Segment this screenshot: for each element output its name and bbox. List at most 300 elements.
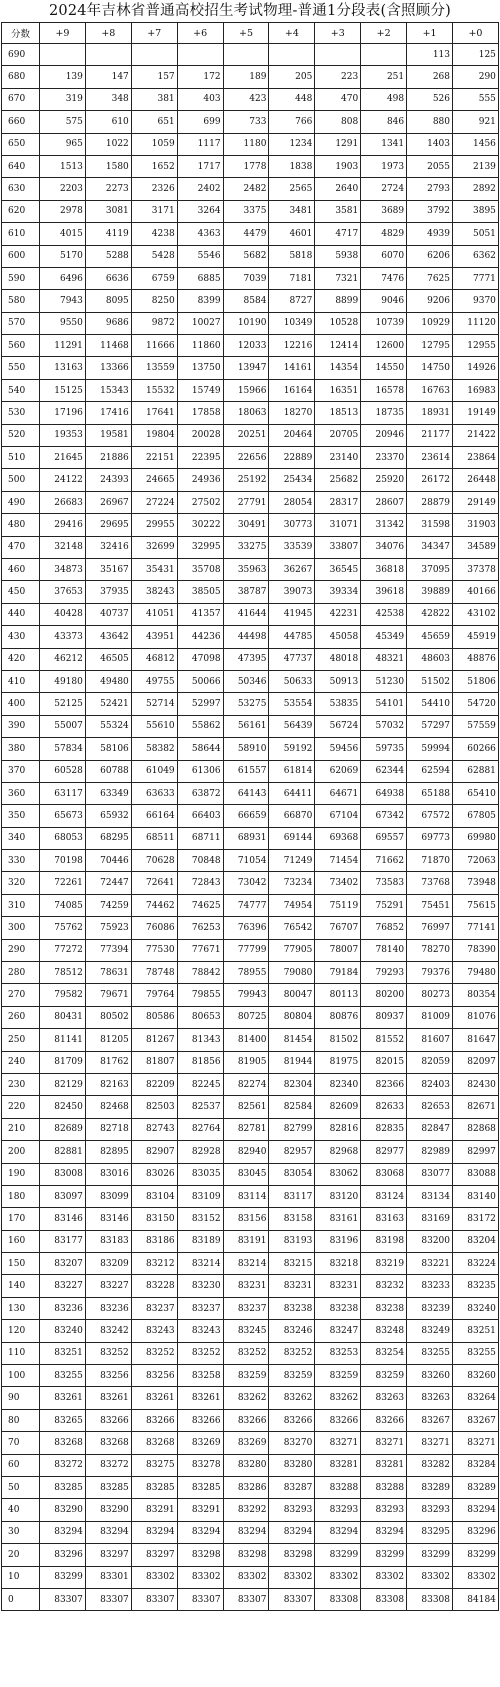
cumulative-count-cell: 83285 (85, 1477, 131, 1499)
cumulative-count-cell: 83261 (131, 1387, 177, 1409)
cumulative-count-cell: 12795 (407, 335, 453, 357)
cumulative-count-cell: 9046 (361, 290, 407, 312)
cumulative-count-cell: 83308 (407, 1588, 453, 1610)
cumulative-count-cell: 83246 (269, 1320, 315, 1342)
score-cell: 530 (2, 402, 40, 424)
score-cell: 680 (2, 66, 40, 88)
cumulative-count-cell: 11291 (40, 335, 86, 357)
cumulative-count-cell: 83288 (315, 1477, 361, 1499)
score-cell: 480 (2, 514, 40, 536)
cumulative-count-cell: 6496 (40, 267, 86, 289)
score-cell: 280 (2, 962, 40, 984)
cumulative-count-cell: 6206 (407, 245, 453, 267)
cumulative-count-cell: 48321 (361, 648, 407, 670)
cumulative-count-cell: 8584 (223, 290, 269, 312)
cumulative-count-cell: 9686 (85, 312, 131, 334)
table-row (2, 447, 499, 469)
cumulative-count-cell: 82764 (177, 1118, 223, 1140)
cumulative-count-cell: 78007 (315, 939, 361, 961)
cumulative-count-cell: 82835 (361, 1118, 407, 1140)
cumulative-count-cell: 83278 (177, 1454, 223, 1476)
table-row (2, 402, 499, 424)
cumulative-count-cell: 83289 (453, 1477, 499, 1499)
cumulative-count-cell: 1652 (131, 155, 177, 177)
cumulative-count-cell: 45919 (453, 626, 499, 648)
table-row (2, 1275, 499, 1297)
cumulative-count-cell: 18270 (269, 402, 315, 424)
cumulative-count-cell: 83252 (269, 1342, 315, 1364)
cumulative-count-cell: 82895 (85, 1141, 131, 1163)
cumulative-count-cell: 82689 (40, 1118, 86, 1140)
cumulative-count-cell: 43373 (40, 626, 86, 648)
cumulative-count-cell: 1456 (453, 133, 499, 155)
cumulative-count-cell: 82537 (177, 1096, 223, 1118)
cumulative-count-cell: 80273 (407, 984, 453, 1006)
cumulative-count-cell: 83302 (361, 1566, 407, 1588)
table-row (2, 648, 499, 670)
cumulative-count-cell: 35431 (131, 558, 177, 580)
cumulative-count-cell: 83254 (361, 1342, 407, 1364)
cumulative-count-cell: 1580 (85, 155, 131, 177)
cumulative-count-cell: 81400 (223, 1029, 269, 1051)
cumulative-count-cell: 82881 (40, 1141, 86, 1163)
cumulative-count-cell: 32995 (177, 536, 223, 558)
cumulative-count-cell: 22151 (131, 447, 177, 469)
cumulative-count-cell: 3081 (85, 200, 131, 222)
cumulative-count-cell: 42538 (361, 603, 407, 625)
cumulative-count-cell: 78842 (177, 962, 223, 984)
cumulative-count-cell: 19581 (85, 424, 131, 446)
cumulative-count-cell: 82015 (361, 1051, 407, 1073)
cumulative-count-cell: 51806 (453, 670, 499, 692)
cumulative-count-cell: 81647 (453, 1029, 499, 1051)
table-row (2, 1096, 499, 1118)
cumulative-count-cell: 82743 (131, 1118, 177, 1140)
cumulative-count-cell: 7476 (361, 267, 407, 289)
cumulative-count-cell: 83117 (269, 1185, 315, 1207)
cumulative-count-cell: 21422 (453, 424, 499, 446)
cumulative-count-cell: 47098 (177, 648, 223, 670)
cumulative-count-cell: 67104 (315, 805, 361, 827)
cumulative-count-cell: 77272 (40, 939, 86, 961)
cumulative-count-cell: 55862 (177, 715, 223, 737)
cumulative-count-cell: 82468 (85, 1096, 131, 1118)
cumulative-count-cell: 83146 (40, 1208, 86, 1230)
cumulative-count-cell: 83270 (269, 1432, 315, 1454)
cumulative-count-cell: 32699 (131, 536, 177, 558)
cumulative-count-cell: 15749 (177, 379, 223, 401)
cumulative-count-cell: 52421 (85, 693, 131, 715)
cumulative-count-cell: 83262 (223, 1387, 269, 1409)
cumulative-count-cell: 39618 (361, 581, 407, 603)
cumulative-count-cell: 81552 (361, 1029, 407, 1051)
cumulative-count-cell: 3792 (407, 200, 453, 222)
cumulative-count-cell: 80937 (361, 1006, 407, 1028)
table-row (2, 962, 499, 984)
cumulative-count-cell: 82989 (407, 1141, 453, 1163)
cumulative-count-cell: 81762 (85, 1051, 131, 1073)
cumulative-count-cell: 31342 (361, 514, 407, 536)
cumulative-count-cell: 62594 (407, 760, 453, 782)
cumulative-count-cell: 25192 (223, 469, 269, 491)
cumulative-count-cell: 78390 (453, 939, 499, 961)
cumulative-count-cell: 56161 (223, 715, 269, 737)
cumulative-count-cell: 83247 (315, 1320, 361, 1342)
cumulative-count-cell (40, 44, 86, 66)
score-cell: 60 (2, 1454, 40, 1476)
cumulative-count-cell: 61557 (223, 760, 269, 782)
cumulative-count-cell: 83124 (361, 1185, 407, 1207)
score-cell: 580 (2, 290, 40, 312)
cumulative-count-cell: 60788 (85, 760, 131, 782)
cumulative-count-cell: 79855 (177, 984, 223, 1006)
cumulative-count-cell: 61049 (131, 760, 177, 782)
cumulative-count-cell: 65188 (407, 782, 453, 804)
cumulative-count-cell: 28879 (407, 491, 453, 513)
cumulative-count-cell: 11666 (131, 335, 177, 357)
cumulative-count-cell: 83134 (407, 1185, 453, 1207)
score-cell: 80 (2, 1409, 40, 1431)
cumulative-count-cell: 83302 (269, 1566, 315, 1588)
cumulative-count-cell: 5546 (177, 245, 223, 267)
cumulative-count-cell: 68295 (85, 827, 131, 849)
cumulative-count-cell: 50633 (269, 670, 315, 692)
score-cell: 210 (2, 1118, 40, 1140)
cumulative-count-cell: 64938 (361, 782, 407, 804)
cumulative-count-cell: 80047 (269, 984, 315, 1006)
cumulative-count-cell: 52997 (177, 693, 223, 715)
cumulative-count-cell: 7321 (315, 267, 361, 289)
cumulative-count-cell: 18735 (361, 402, 407, 424)
cumulative-count-cell: 68711 (177, 827, 223, 849)
cumulative-count-cell: 58382 (131, 738, 177, 760)
cumulative-count-cell: 83045 (223, 1163, 269, 1185)
cumulative-count-cell: 251 (361, 66, 407, 88)
cumulative-count-cell: 83189 (177, 1230, 223, 1252)
cumulative-count-cell: 34873 (40, 558, 86, 580)
cumulative-count-cell: 79293 (361, 962, 407, 984)
table-row (2, 850, 499, 872)
cumulative-count-cell: 83262 (315, 1387, 361, 1409)
cumulative-count-cell: 733 (223, 111, 269, 133)
cumulative-count-cell: 83152 (177, 1208, 223, 1230)
cumulative-count-cell: 82209 (131, 1073, 177, 1095)
cumulative-count-cell: 47737 (269, 648, 315, 670)
table-row (2, 1320, 499, 1342)
cumulative-count-cell: 59994 (407, 738, 453, 760)
cumulative-count-cell: 83240 (453, 1297, 499, 1319)
cumulative-count-cell: 69557 (361, 827, 407, 849)
table-row (2, 111, 499, 133)
cumulative-count-cell: 83252 (223, 1342, 269, 1364)
cumulative-count-cell: 83261 (85, 1387, 131, 1409)
cumulative-count-cell: 83290 (85, 1499, 131, 1521)
cumulative-count-cell: 15966 (223, 379, 269, 401)
column-header: +1 (407, 23, 453, 44)
cumulative-count-cell: 81076 (453, 1006, 499, 1028)
table-row (2, 715, 499, 737)
cumulative-count-cell: 34589 (453, 536, 499, 558)
cumulative-count-cell (361, 44, 407, 66)
table-row (2, 1029, 499, 1051)
cumulative-count-cell: 83198 (361, 1230, 407, 1252)
table-row (2, 670, 499, 692)
cumulative-count-cell: 4829 (361, 223, 407, 245)
cumulative-count-cell: 54101 (361, 693, 407, 715)
table-row (2, 200, 499, 222)
cumulative-count-cell: 1117 (177, 133, 223, 155)
cumulative-count-cell (177, 44, 223, 66)
cumulative-count-cell: 6885 (177, 267, 223, 289)
cumulative-count-cell: 766 (269, 111, 315, 133)
cumulative-count-cell: 81975 (315, 1051, 361, 1073)
cumulative-count-cell: 82653 (407, 1096, 453, 1118)
cumulative-count-cell: 24122 (40, 469, 86, 491)
cumulative-count-cell: 83271 (453, 1432, 499, 1454)
cumulative-count-cell: 83299 (40, 1566, 86, 1588)
cumulative-count-cell: 77905 (269, 939, 315, 961)
cumulative-count-cell: 81905 (223, 1051, 269, 1073)
cumulative-count-cell: 83266 (269, 1409, 315, 1431)
cumulative-count-cell: 5288 (85, 245, 131, 267)
cumulative-count-cell: 43102 (453, 603, 499, 625)
cumulative-count-cell: 72261 (40, 872, 86, 894)
score-cell: 100 (2, 1365, 40, 1387)
cumulative-count-cell: 58644 (177, 738, 223, 760)
cumulative-count-cell: 68931 (223, 827, 269, 849)
score-cell: 660 (2, 111, 40, 133)
cumulative-count-cell: 83268 (85, 1432, 131, 1454)
table-row (2, 1141, 499, 1163)
cumulative-count-cell: 268 (407, 66, 453, 88)
cumulative-count-cell: 83296 (453, 1521, 499, 1543)
cumulative-count-cell: 73768 (407, 872, 453, 894)
table-row (2, 1454, 499, 1476)
table-row (2, 1253, 499, 1275)
cumulative-count-cell: 54720 (453, 693, 499, 715)
cumulative-count-cell: 2724 (361, 178, 407, 200)
cumulative-count-cell: 83261 (177, 1387, 223, 1409)
cumulative-count-cell: 83294 (361, 1521, 407, 1543)
cumulative-count-cell: 29416 (40, 514, 86, 536)
cumulative-count-cell: 83252 (177, 1342, 223, 1364)
cumulative-count-cell: 21645 (40, 447, 86, 469)
cumulative-count-cell: 83146 (85, 1208, 131, 1230)
cumulative-count-cell: 83104 (131, 1185, 177, 1207)
cumulative-count-cell: 52125 (40, 693, 86, 715)
cumulative-count-cell: 3375 (223, 200, 269, 222)
cumulative-count-cell: 28054 (269, 491, 315, 513)
table-row (2, 1073, 499, 1095)
cumulative-count-cell: 13366 (85, 357, 131, 379)
cumulative-count-cell: 81807 (131, 1051, 177, 1073)
cumulative-count-cell: 35708 (177, 558, 223, 580)
cumulative-count-cell: 83266 (177, 1409, 223, 1431)
cumulative-count-cell: 60266 (453, 738, 499, 760)
cumulative-count-cell: 83302 (407, 1566, 453, 1588)
cumulative-count-cell: 24665 (131, 469, 177, 491)
cumulative-count-cell: 83172 (453, 1208, 499, 1230)
cumulative-count-cell: 83200 (407, 1230, 453, 1252)
cumulative-count-cell: 83263 (407, 1387, 453, 1409)
cumulative-count-cell: 83215 (269, 1253, 315, 1275)
cumulative-count-cell: 83196 (315, 1230, 361, 1252)
cumulative-count-cell: 75119 (315, 894, 361, 916)
cumulative-count-cell: 48603 (407, 648, 453, 670)
score-cell: 340 (2, 827, 40, 849)
cumulative-count-cell: 23864 (453, 447, 499, 469)
cumulative-count-cell: 20028 (177, 424, 223, 446)
cumulative-count-cell: 5818 (269, 245, 315, 267)
table-row (2, 1566, 499, 1588)
cumulative-count-cell: 4601 (269, 223, 315, 245)
cumulative-count-cell: 83307 (223, 1588, 269, 1610)
cumulative-count-cell: 83307 (85, 1588, 131, 1610)
cumulative-count-cell: 83231 (315, 1275, 361, 1297)
cumulative-count-cell: 83298 (269, 1544, 315, 1566)
cumulative-count-cell: 18513 (315, 402, 361, 424)
cumulative-count-cell (269, 44, 315, 66)
cumulative-count-cell: 42822 (407, 603, 453, 625)
cumulative-count-cell: 189 (223, 66, 269, 88)
cumulative-count-cell: 83253 (315, 1342, 361, 1364)
cumulative-count-cell: 36267 (269, 558, 315, 580)
score-cell: 30 (2, 1521, 40, 1543)
table-row (2, 491, 499, 513)
cumulative-count-cell: 36545 (315, 558, 361, 580)
cumulative-count-cell: 68053 (40, 827, 86, 849)
cumulative-count-cell: 49480 (85, 670, 131, 692)
cumulative-count-cell: 78955 (223, 962, 269, 984)
score-cell: 620 (2, 200, 40, 222)
cumulative-count-cell: 8399 (177, 290, 223, 312)
cumulative-count-cell: 83260 (453, 1365, 499, 1387)
cumulative-count-cell: 19149 (453, 402, 499, 424)
cumulative-count-cell: 83307 (131, 1588, 177, 1610)
cumulative-count-cell: 83272 (40, 1454, 86, 1476)
cumulative-count-cell: 83280 (269, 1454, 315, 1476)
cumulative-count-cell: 77141 (453, 917, 499, 939)
cumulative-count-cell: 39889 (407, 581, 453, 603)
cumulative-count-cell: 75923 (85, 917, 131, 939)
cumulative-count-cell: 77671 (177, 939, 223, 961)
table-row (2, 1477, 499, 1499)
cumulative-count-cell: 81454 (269, 1029, 315, 1051)
cumulative-count-cell: 20705 (315, 424, 361, 446)
cumulative-count-cell: 4119 (85, 223, 131, 245)
cumulative-count-cell: 423 (223, 88, 269, 110)
table-row (2, 738, 499, 760)
score-cell: 50 (2, 1477, 40, 1499)
cumulative-count-cell: 39334 (315, 581, 361, 603)
cumulative-count-cell: 9550 (40, 312, 86, 334)
cumulative-count-cell: 49180 (40, 670, 86, 692)
cumulative-count-cell: 348 (85, 88, 131, 110)
cumulative-count-cell: 83240 (40, 1320, 86, 1342)
cumulative-count-cell: 39073 (269, 581, 315, 603)
cumulative-count-cell: 2326 (131, 178, 177, 200)
cumulative-count-cell: 33539 (269, 536, 315, 558)
cumulative-count-cell: 83177 (40, 1230, 86, 1252)
cumulative-count-cell: 80113 (315, 984, 361, 1006)
cumulative-count-cell: 1717 (177, 155, 223, 177)
cumulative-count-cell: 57834 (40, 738, 86, 760)
cumulative-count-cell: 83302 (131, 1566, 177, 1588)
cumulative-count-cell: 83207 (40, 1253, 86, 1275)
cumulative-count-cell: 82868 (453, 1118, 499, 1140)
cumulative-count-cell: 82781 (223, 1118, 269, 1140)
table-row (2, 223, 499, 245)
cumulative-count-cell: 10739 (361, 312, 407, 334)
cumulative-count-cell: 27502 (177, 491, 223, 513)
cumulative-count-cell: 83260 (407, 1365, 453, 1387)
cumulative-count-cell: 2793 (407, 178, 453, 200)
cumulative-count-cell: 83298 (223, 1544, 269, 1566)
cumulative-count-cell: 82928 (177, 1141, 223, 1163)
cumulative-count-cell: 403 (177, 88, 223, 110)
cumulative-count-cell: 82274 (223, 1073, 269, 1095)
score-cell: 590 (2, 267, 40, 289)
score-cell: 0 (2, 1588, 40, 1610)
cumulative-count-cell: 83297 (131, 1544, 177, 1566)
cumulative-count-cell: 83120 (315, 1185, 361, 1207)
cumulative-count-cell: 65410 (453, 782, 499, 804)
cumulative-count-cell: 20251 (223, 424, 269, 446)
cumulative-count-cell: 41644 (223, 603, 269, 625)
cumulative-count-cell: 56724 (315, 715, 361, 737)
cumulative-count-cell: 12033 (223, 335, 269, 357)
score-cell: 520 (2, 424, 40, 446)
table-row (2, 424, 499, 446)
cumulative-count-cell: 54410 (407, 693, 453, 715)
cumulative-count-cell: 83214 (223, 1253, 269, 1275)
cumulative-count-cell: 83294 (453, 1499, 499, 1521)
cumulative-count-cell: 63633 (131, 782, 177, 804)
table-row (2, 178, 499, 200)
score-cell: 130 (2, 1297, 40, 1319)
cumulative-count-cell: 81009 (407, 1006, 453, 1028)
cumulative-count-cell: 81944 (269, 1051, 315, 1073)
cumulative-count-cell: 53554 (269, 693, 315, 715)
score-cell: 420 (2, 648, 40, 670)
cumulative-count-cell: 44785 (269, 626, 315, 648)
cumulative-count-cell: 83294 (269, 1521, 315, 1543)
cumulative-count-cell: 55007 (40, 715, 86, 737)
score-cell: 260 (2, 1006, 40, 1028)
cumulative-count-cell: 63117 (40, 782, 86, 804)
cumulative-count-cell: 19353 (40, 424, 86, 446)
cumulative-count-cell: 83255 (407, 1342, 453, 1364)
table-row (2, 290, 499, 312)
cumulative-count-cell: 82671 (453, 1096, 499, 1118)
table-row (2, 1588, 499, 1610)
cumulative-count-cell: 83294 (85, 1521, 131, 1543)
cumulative-count-cell: 70628 (131, 850, 177, 872)
cumulative-count-cell: 2203 (40, 178, 86, 200)
cumulative-count-cell: 15343 (85, 379, 131, 401)
cumulative-count-cell: 83284 (453, 1454, 499, 1476)
cumulative-count-cell: 83242 (85, 1320, 131, 1342)
cumulative-count-cell: 77530 (131, 939, 177, 961)
cumulative-count-cell: 83259 (223, 1365, 269, 1387)
table-row (2, 267, 499, 289)
cumulative-count-cell: 24936 (177, 469, 223, 491)
cumulative-count-cell: 10027 (177, 312, 223, 334)
cumulative-count-cell: 223 (315, 66, 361, 88)
cumulative-count-cell: 50346 (223, 670, 269, 692)
cumulative-count-cell: 1022 (85, 133, 131, 155)
score-cell: 500 (2, 469, 40, 491)
